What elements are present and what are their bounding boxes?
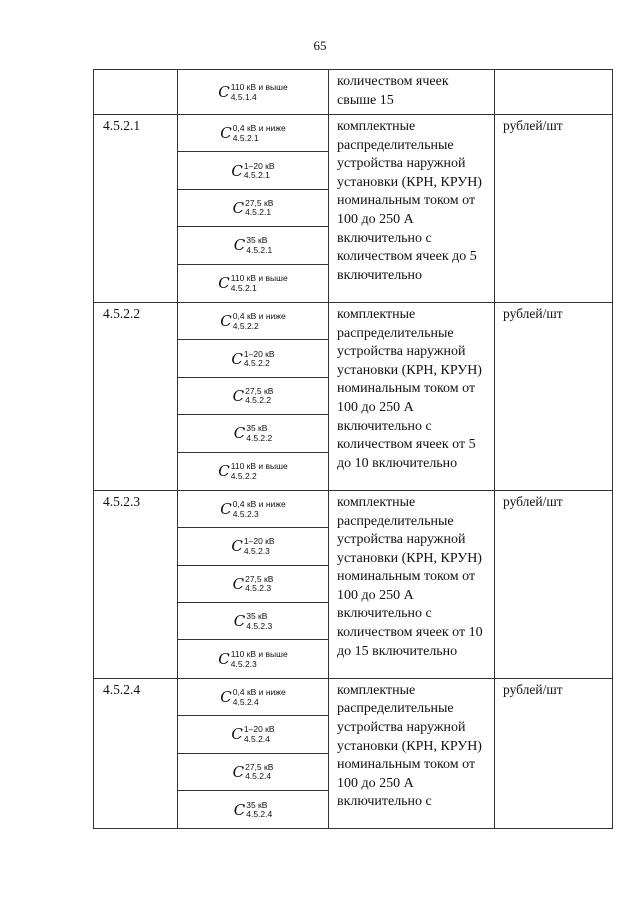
page-number: 65: [313, 38, 327, 53]
symbol-base: C: [218, 274, 230, 293]
description-text: комплектные распределительные устройства наружной установки (КРН, КРУН) номинальным током от 100 до 250 А включительно с: [337, 682, 482, 810]
rates-table: [93, 69, 613, 829]
symbol-superscript: 35 кВ: [246, 423, 268, 434]
description-cell: [329, 490, 495, 678]
description-text: комплектные распределительные устройства наружной установки (КРН, КРУН) номинальным током от 100 до 250 А включительно с количеством ячеек до 5 включительно: [337, 119, 482, 283]
table-row: [94, 490, 613, 678]
unit-cell: [495, 678, 613, 829]
unit-cell: [495, 115, 613, 303]
unit-text: рублей/шт: [503, 305, 563, 321]
description-cell: [329, 115, 495, 303]
symbol-superscript: 110 кВ и выше: [230, 273, 288, 284]
rate-symbol: [178, 528, 328, 565]
item-code: 4.5.2.3: [103, 493, 141, 509]
rate-symbol: [178, 640, 328, 677]
symbol-cell: [178, 115, 329, 303]
symbol-base: C: [232, 574, 245, 593]
symbol-subscript: 4.5.2.4: [246, 809, 273, 820]
symbol-cell: [178, 678, 329, 829]
symbol-superscript: 35 кВ: [246, 799, 268, 810]
symbol-base: C: [220, 688, 232, 707]
symbol-superscript: 1–20 кВ: [243, 536, 275, 547]
description-cell: [329, 70, 495, 115]
symbol-base: C: [218, 650, 230, 669]
symbol-base: C: [231, 161, 243, 180]
rate-symbol: [178, 491, 328, 528]
rate-symbol: [178, 603, 328, 640]
symbol-subscript: 4.5.2.2: [232, 320, 259, 331]
symbol-superscript: 27,5 кВ: [245, 197, 274, 208]
symbol-base: C: [233, 612, 246, 631]
symbol-base: C: [231, 725, 243, 744]
symbol-base: C: [233, 424, 246, 443]
rate-symbol: [178, 70, 328, 114]
rate-symbol: [178, 303, 328, 340]
symbol-base: C: [220, 500, 232, 519]
symbol-subscript: 4.5.2.3: [232, 508, 259, 519]
code-cell: [94, 490, 178, 678]
symbol-subscript: 4.5.2.2: [246, 432, 273, 443]
symbol-superscript: 0,4 кВ и ниже: [232, 311, 286, 322]
item-code: 4.5.2.4: [103, 681, 141, 697]
symbol-base: C: [232, 386, 245, 405]
symbol-subscript: 4.5.2.3: [245, 583, 272, 594]
symbol-superscript: 110 кВ и выше: [230, 649, 288, 660]
symbol-subscript: 4.5.2.2: [230, 470, 257, 481]
symbol-base: C: [218, 83, 230, 101]
table-row: [94, 115, 613, 303]
unit-text: [495, 70, 612, 73]
rate-symbol: [178, 453, 328, 490]
symbol-superscript: 1–20 кВ: [243, 724, 275, 735]
symbol-base: C: [233, 236, 246, 255]
symbol-superscript: 0,4 кВ и ниже: [232, 499, 286, 510]
unit-text: рублей/шт: [503, 493, 563, 509]
symbol-subscript: 4.5.2.3: [246, 620, 273, 631]
symbol-cell: [178, 490, 329, 678]
symbol-superscript: 1–20 кВ: [243, 160, 275, 171]
symbol-superscript: 27,5 кВ: [245, 385, 274, 396]
item-code: 4.5.2.2: [103, 305, 141, 321]
symbol-subscript: 4.5.2.4: [245, 771, 272, 782]
symbol-superscript: 1–20 кВ: [243, 348, 275, 359]
item-code: 4.5.2.1: [103, 118, 141, 133]
code-cell: [94, 678, 178, 829]
rate-symbol: [178, 340, 328, 377]
symbol-base: C: [232, 198, 245, 217]
symbol-base: C: [232, 762, 245, 781]
symbol-base: C: [220, 124, 232, 143]
table-row: [94, 678, 613, 829]
description-text: количеством ячеек свыше 15: [337, 74, 449, 108]
symbol-subscript: 4.5.2.4: [232, 696, 259, 707]
rate-symbol: [178, 378, 328, 415]
description-text: комплектные распределительные устройства наружной установки (КРН, КРУН) номинальным током от 100 до 250 А включительно с количеством ячеек от 5 до 10 включительно: [337, 306, 482, 471]
symbol-subscript: 4.5.2.1: [245, 207, 272, 218]
symbol-superscript: 0,4 кВ и ниже: [232, 687, 286, 698]
symbol-base: C: [231, 537, 243, 556]
table-row: [94, 70, 613, 115]
unit-text: рублей/шт: [503, 681, 563, 697]
symbol-superscript: 27,5 кВ: [245, 761, 274, 772]
symbol-subscript: 4.5.2.1: [246, 244, 273, 255]
rate-symbol: [178, 265, 328, 302]
table-row: [94, 302, 613, 490]
unit-cell: [495, 490, 613, 678]
rate-symbol: [178, 415, 328, 452]
rate-symbol: [178, 754, 328, 791]
symbol-superscript: 0,4 кВ и ниже: [232, 123, 286, 134]
code-cell: [94, 302, 178, 490]
rate-symbol: [178, 227, 328, 264]
unit-text: рублей/шт: [503, 118, 563, 133]
symbol-superscript: 110 кВ и выше: [230, 461, 288, 472]
description-text: комплектные распределительные устройства наружной установки (КРН, КРУН) номинальным током от 100 до 250 А включительно с количеством ячеек от 10 до 15 включительно: [337, 494, 483, 659]
unit-cell: [495, 70, 613, 115]
symbol-base: C: [231, 349, 243, 368]
rate-symbol: [178, 791, 328, 828]
symbol-cell: [178, 302, 329, 490]
symbol-cell: [178, 70, 329, 115]
symbol-superscript: 35 кВ: [246, 235, 268, 246]
unit-cell: [495, 302, 613, 490]
symbol-subscript: 4.5.1.4: [230, 91, 257, 102]
symbol-subscript: 4.5.2.4: [243, 733, 270, 744]
rate-symbol: [178, 679, 328, 716]
code-cell: [94, 70, 178, 115]
rate-symbol: [178, 566, 328, 603]
rate-symbol: [178, 152, 328, 189]
symbol-subscript: 4.5.2.2: [243, 358, 270, 369]
symbol-base: C: [233, 800, 246, 819]
symbol-superscript: 35 кВ: [246, 611, 268, 622]
description-cell: [329, 678, 495, 829]
symbol-subscript: 4.5.2.1: [243, 170, 270, 181]
description-cell: [329, 302, 495, 490]
symbol-base: C: [218, 462, 230, 481]
code-cell: [94, 115, 178, 303]
symbol-subscript: 4.5.2.1: [232, 132, 259, 143]
symbol-subscript: 4.5.2.1: [230, 282, 257, 293]
symbol-superscript: 110 кВ и выше: [230, 82, 288, 92]
symbol-subscript: 4.5.2.3: [230, 658, 257, 669]
rate-symbol: [178, 716, 328, 753]
symbol-superscript: 27,5 кВ: [245, 573, 274, 584]
symbol-base: C: [220, 312, 232, 331]
rate-symbol: [178, 190, 328, 227]
symbol-subscript: 4.5.2.3: [243, 545, 270, 556]
rate-symbol: [178, 115, 328, 152]
symbol-subscript: 4.5.2.2: [245, 395, 272, 406]
